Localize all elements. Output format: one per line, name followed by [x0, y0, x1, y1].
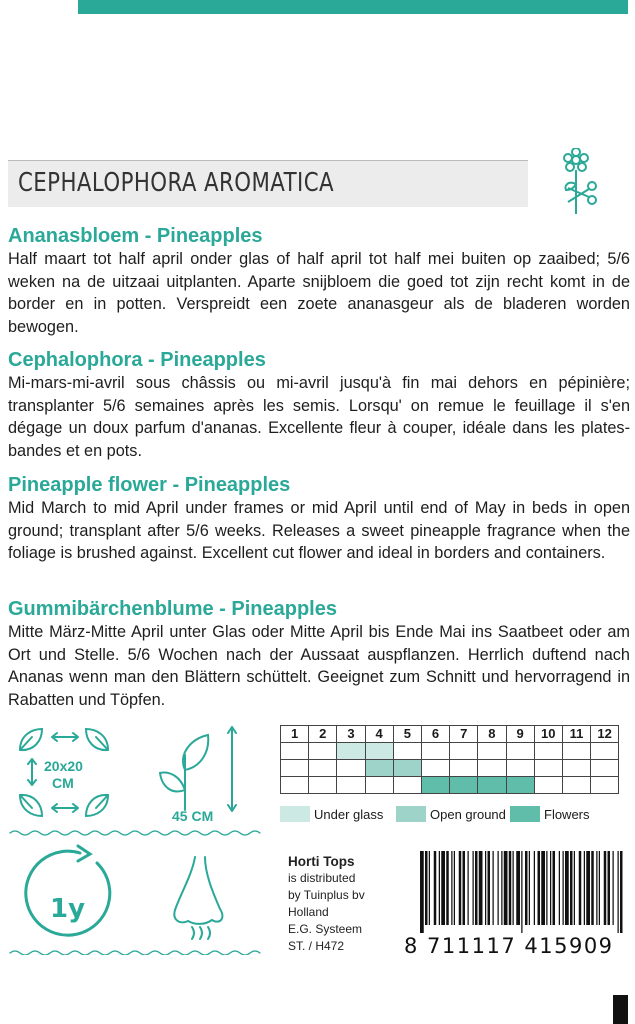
section-text: Mi-mars-mi-avril sous châssis ou mi-avril jusqu'à fin mai dehors en pépinière; transplanter 5/6 semaines après les semis. Lorsqu' on remue le feuillage il s'en dégage un doux parfum d'ananas. Excellente fleur à couper, idéale dans les plates-bandes et en pots.	[8, 374, 630, 460]
calendar-cell	[393, 760, 421, 777]
leaf-icon	[20, 729, 42, 750]
calendar-cell	[562, 743, 590, 760]
month-header: 6	[421, 726, 449, 743]
month-header: 11	[562, 726, 590, 743]
calendar-cell	[534, 760, 562, 777]
product-title: CEPHALOPHORA AROMATICA	[18, 168, 335, 198]
distributor-info	[288, 853, 365, 955]
month-header: 2	[309, 726, 337, 743]
legend-swatch	[396, 806, 426, 822]
section-heading: Pineapple flower - Pineapples	[8, 474, 291, 496]
distributor-line: E.G. Systeem	[288, 922, 363, 936]
calendar-cell	[591, 743, 619, 760]
calendar-cell	[478, 760, 506, 777]
barcode-bar	[479, 851, 483, 925]
calendar-cell	[393, 743, 421, 760]
section-french	[8, 348, 630, 462]
barcode-bar	[446, 851, 449, 925]
barcode-bar	[565, 851, 569, 925]
calendar-cell	[281, 760, 309, 777]
barcode-bar	[620, 851, 623, 933]
calendar-cell	[281, 743, 309, 760]
calendar-cell	[562, 777, 590, 794]
month-header: 5	[393, 726, 421, 743]
distributor-line: by Tuinplus bv	[288, 888, 365, 902]
section-text: Mid March to mid April under frames or mid April until end of May in beds in open ground; transplant after 5/6 weeks. Releases a sweet pineapple fragrance when the foliage is brushed against. Excellent cut flower and ideal in borders and containers.	[8, 499, 630, 563]
section-heading: Ananasbloem - Pineapples	[8, 225, 263, 247]
barcode-bar	[475, 851, 478, 925]
leaf-icon	[20, 795, 42, 816]
legend-under-glass	[280, 806, 383, 824]
sowing-calendar	[280, 725, 619, 794]
distributor-line: ST. / H472	[288, 939, 345, 953]
calendar-cell	[421, 777, 449, 794]
legend-flowers	[510, 806, 590, 824]
legend-label: Under glass	[314, 807, 384, 822]
vertical-arrow-icon	[28, 759, 36, 785]
calendar-cell	[450, 777, 478, 794]
barcode-bar	[574, 851, 575, 925]
calendar-cell	[309, 743, 337, 760]
calendar-cell	[421, 743, 449, 760]
legend-swatch	[510, 806, 540, 822]
section-text: Half maart tot half april onder glas of half april tot half mei buiten op zaaibed; 5/6 weken na de uitzaai uitplanten. Aparte snijbloem die goed tot zijn recht komt in de border en in potten. Verspreidt een zoete ananasgeur als de bladeren worden bewogen.	[8, 250, 630, 336]
growing-icons	[0, 715, 280, 955]
barcode-bar	[563, 851, 564, 925]
barcode-bar	[488, 851, 491, 925]
calendar-cell	[393, 777, 421, 794]
barcode-bar	[613, 851, 614, 925]
barcode-bar	[541, 851, 545, 925]
barcode-bar	[454, 851, 455, 925]
barcode-bar	[546, 851, 547, 925]
section-text: Mitte März-Mitte April unter Glas oder Mitte April bis Ende Mai ins Saatbeet oder am Ort und Stelle. 5/6 Wochen nach der Aussaat auspflanzen. Herrlich duftend nach Ananas wenn man den Blättern schüttelt. Geeignet zum Schnitt und hervorragend in Rabatten und Töpfen.	[8, 623, 630, 709]
barcode-bar	[586, 851, 590, 925]
barcode-bar	[468, 851, 469, 925]
horizontal-arrow-icon	[52, 733, 78, 741]
barcode-bar	[513, 851, 514, 925]
barcode-bar	[521, 851, 522, 933]
calendar-cell	[309, 760, 337, 777]
barcode-bar	[618, 851, 619, 933]
section-heading: Cephalophora - Pineapples	[8, 349, 266, 371]
barcode-bar	[570, 851, 573, 925]
corner-mark	[613, 995, 628, 1024]
barcode-bar	[441, 851, 445, 925]
barcode-bar	[559, 851, 560, 925]
calendar-cell	[365, 743, 393, 760]
calendar-cell	[337, 777, 365, 794]
barcode-bar	[429, 851, 430, 925]
calendar-cell	[506, 743, 534, 760]
calendar-cell	[506, 777, 534, 794]
barcode-bar	[516, 851, 520, 925]
legend-swatch	[280, 806, 310, 822]
horizontal-arrow-icon	[52, 804, 78, 812]
barcode-bar	[608, 851, 611, 925]
legend-label: Flowers	[544, 807, 590, 822]
calendar-cell	[309, 777, 337, 794]
spacing-unit: CM	[52, 775, 74, 791]
barcode-bar	[463, 851, 466, 925]
plant-icon	[160, 735, 208, 810]
barcode-bar	[459, 851, 462, 925]
barcode-bar	[550, 851, 551, 925]
barcode-number: 8 711117 415909	[404, 934, 614, 958]
calendar-cell	[281, 777, 309, 794]
section-dutch	[8, 224, 630, 338]
section-english	[8, 473, 630, 565]
barcode-bar	[425, 851, 428, 925]
month-header: 7	[450, 726, 478, 743]
top-color-band	[78, 0, 628, 14]
month-header: 10	[534, 726, 562, 743]
barcode-bar	[534, 851, 535, 925]
barcode-bar	[604, 851, 607, 925]
barcode-bar	[584, 851, 585, 925]
legend-open-ground	[396, 806, 506, 824]
spacing-label: 20x20	[44, 758, 83, 774]
calendar-cell	[534, 777, 562, 794]
barcode-bar	[451, 851, 452, 925]
calendar-cell	[591, 760, 619, 777]
barcode-bar	[420, 851, 424, 933]
barcode-bar	[529, 851, 530, 925]
month-header: 12	[591, 726, 619, 743]
distributor-line: is distributed	[288, 871, 356, 885]
scent-nose-icon	[174, 857, 222, 939]
lifecycle-label: 1y	[50, 894, 86, 924]
section-german	[8, 597, 630, 711]
calendar-cell	[337, 760, 365, 777]
barcode-bar	[498, 851, 499, 925]
calendar-cell	[421, 760, 449, 777]
barcode-bar	[538, 851, 541, 925]
calendar-cell	[478, 743, 506, 760]
barcode-bar	[434, 851, 437, 925]
calendar-cell	[365, 777, 393, 794]
cut-flower-icon	[556, 148, 606, 216]
calendar-cell	[506, 760, 534, 777]
barcode-bar	[596, 851, 597, 925]
barcode-bar	[591, 851, 594, 925]
calendar-cell	[450, 743, 478, 760]
barcode-bar	[485, 851, 486, 925]
month-header: 3	[337, 726, 365, 743]
barcode-bar	[501, 851, 502, 925]
section-heading: Gummibärchenblume - Pineapples	[8, 598, 337, 620]
barcode-bar	[439, 851, 440, 925]
vertical-arrow-icon	[228, 727, 236, 811]
barcode-bar	[599, 851, 600, 925]
brand-name: Horti Tops	[288, 854, 355, 869]
month-header: 9	[506, 726, 534, 743]
month-header: 4	[365, 726, 393, 743]
calendar-cell	[534, 743, 562, 760]
calendar-cell	[450, 760, 478, 777]
barcode-bar	[504, 851, 508, 925]
barcode-bar	[579, 851, 582, 925]
barcode-bar	[525, 851, 528, 925]
leaf-icon	[86, 729, 108, 750]
calendar-cell	[591, 777, 619, 794]
barcode-bar	[553, 851, 556, 925]
barcode-bar	[509, 851, 512, 925]
calendar-cell	[478, 777, 506, 794]
calendar-cell	[562, 760, 590, 777]
distributor-line: Holland	[288, 905, 329, 919]
calendar-cell	[337, 743, 365, 760]
barcode-bar	[473, 851, 474, 925]
barcode	[408, 851, 630, 933]
legend-label: Open ground	[430, 807, 506, 822]
barcode-bar	[493, 851, 494, 925]
leaf-icon	[86, 795, 108, 816]
month-header: 1	[281, 726, 309, 743]
month-header: 8	[478, 726, 506, 743]
height-label: 45 CM	[172, 808, 214, 824]
calendar-cell	[365, 760, 393, 777]
